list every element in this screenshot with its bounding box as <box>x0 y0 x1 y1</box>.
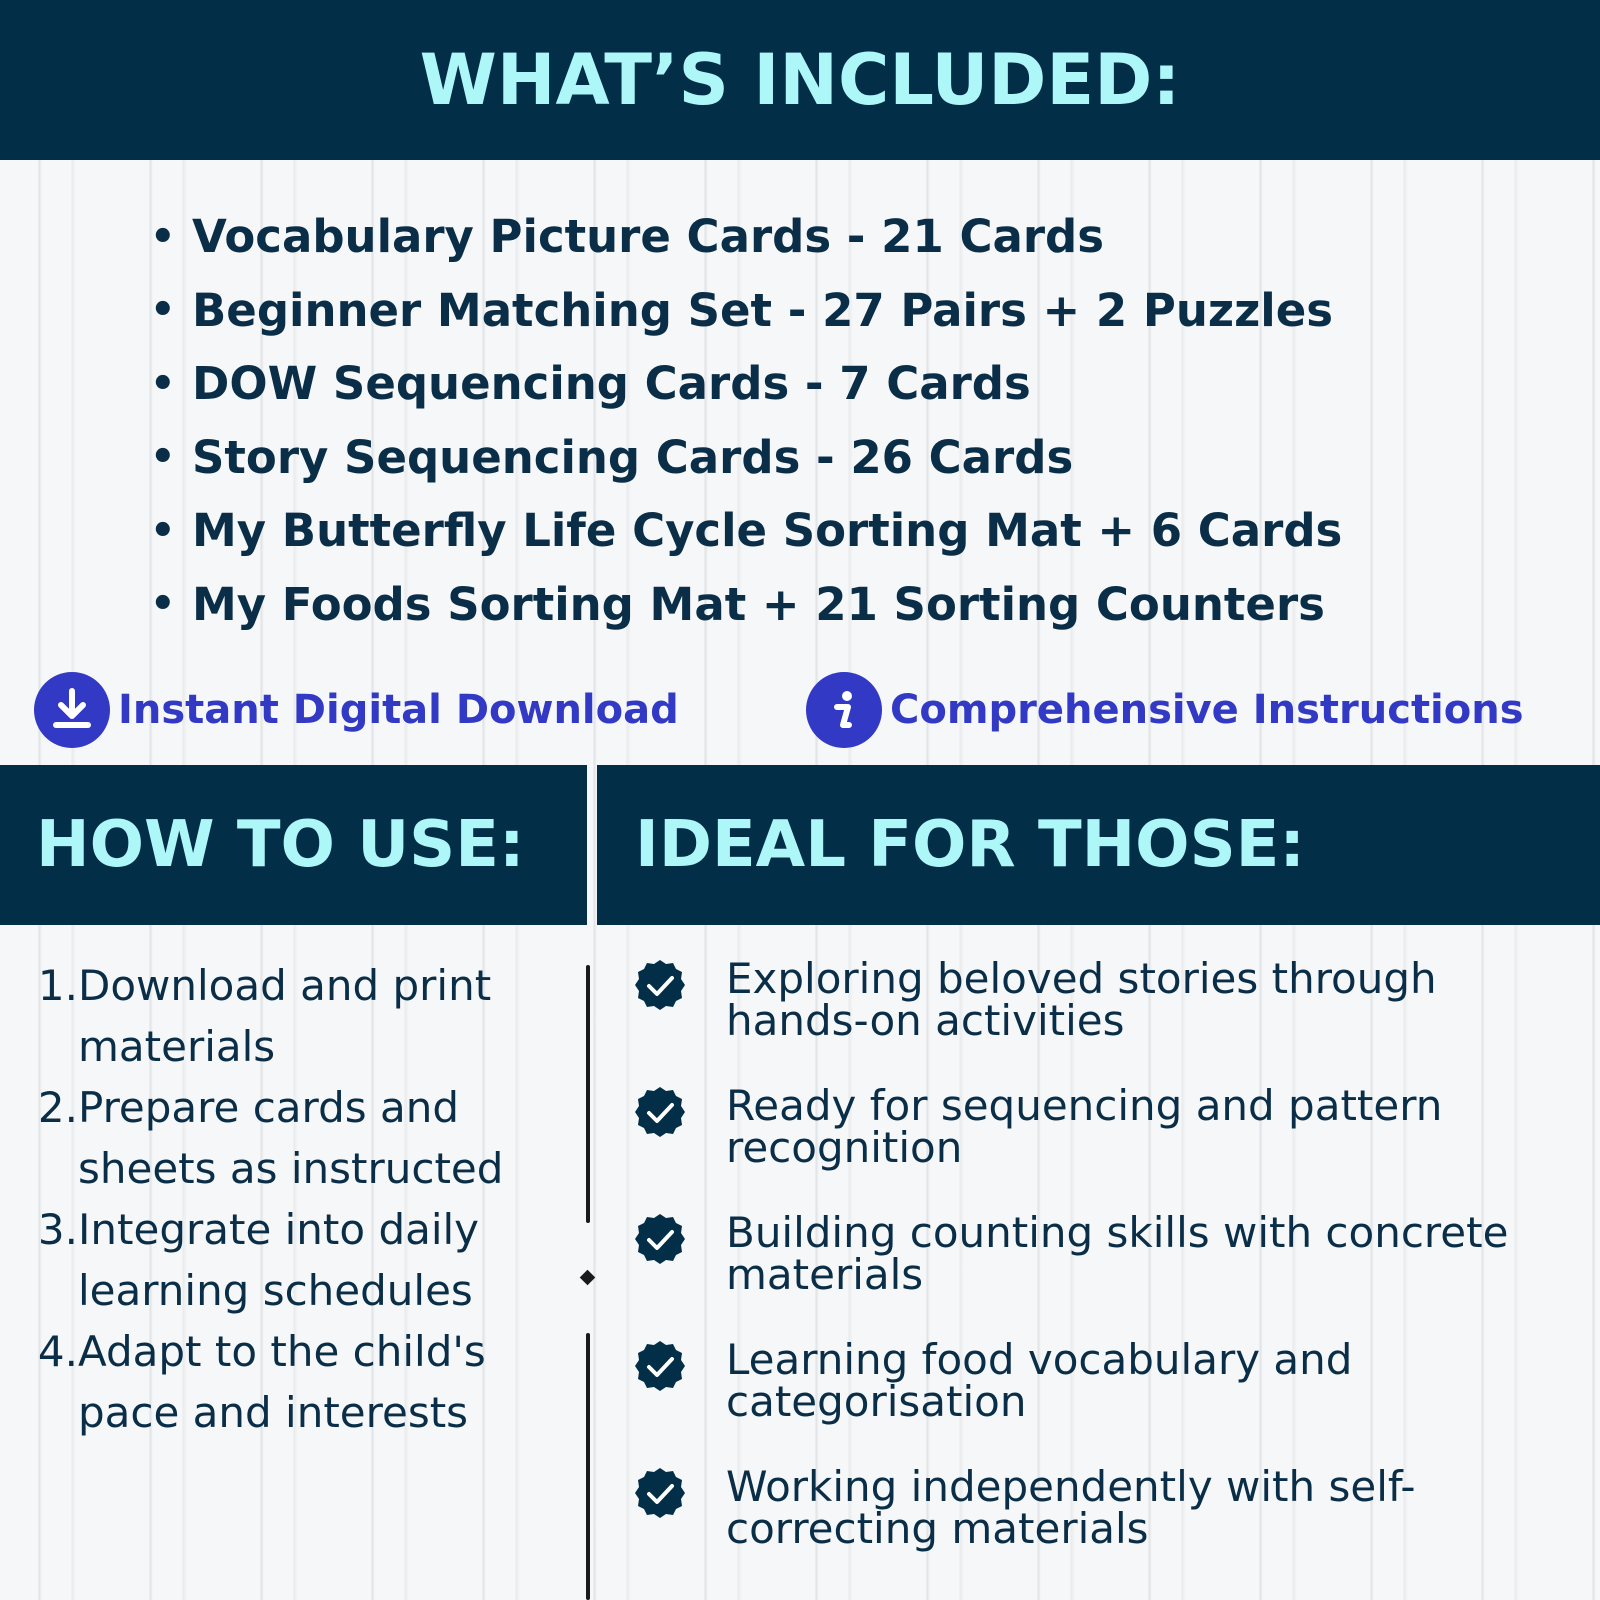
step-number: 2. <box>37 1083 78 1132</box>
list-item <box>150 421 1342 495</box>
column-divider <box>586 965 590 1223</box>
list-item <box>633 954 1516 1085</box>
list-item <box>633 1081 1516 1212</box>
list-item-text: My Butterfly Life Cycle Sorting Mat + 6 Cards <box>192 504 1343 558</box>
bullet-icon: • <box>150 287 176 334</box>
list-item-text: DOW Sequencing Cards - 7 Cards <box>192 357 1031 411</box>
list-item-text: Building counting skills with concrete materials <box>726 1208 1509 1299</box>
bullet-icon: • <box>150 434 176 481</box>
check-badge-icon <box>633 958 687 1012</box>
list-item-text: Working independently with self-correcting materials <box>726 1462 1416 1553</box>
comprehensive-instructions-feature <box>806 672 1524 748</box>
list-item-text: My Foods Sorting Mat + 21 Sorting Counters <box>192 577 1325 631</box>
info-icon <box>806 672 882 748</box>
bullet-icon: • <box>150 581 176 628</box>
whats-included-banner <box>0 0 1600 160</box>
step-item <box>28 1321 548 1443</box>
check-badge-icon <box>633 1466 687 1520</box>
list-item <box>150 568 1342 642</box>
check-badge-icon <box>633 1085 687 1139</box>
check-badge-icon <box>633 1212 687 1266</box>
comprehensive-instructions-label: Comprehensive Instructions <box>890 687 1524 733</box>
list-item <box>150 200 1342 274</box>
column-divider <box>586 1333 590 1600</box>
download-icon <box>34 672 110 748</box>
step-number: 3. <box>37 1205 78 1254</box>
step-text: Prepare cards and sheets as instructed <box>78 1083 504 1193</box>
step-item <box>28 1199 548 1321</box>
list-item <box>633 1335 1516 1466</box>
list-item <box>633 1208 1516 1339</box>
ideal-for-title: IDEAL FOR THOSE: <box>635 808 1305 882</box>
whats-included-title: WHAT’S INCLUDED: <box>419 39 1181 121</box>
check-badge-icon <box>633 1339 687 1393</box>
instant-download-label: Instant Digital Download <box>118 687 679 733</box>
included-list <box>150 200 1342 641</box>
step-item <box>28 1077 548 1199</box>
ideal-for-banner <box>597 765 1600 925</box>
ideal-for-list <box>633 954 1516 1593</box>
list-item-text: Ready for sequencing and pattern recognition <box>726 1081 1443 1172</box>
list-item <box>150 274 1342 348</box>
list-item-text: Learning food vocabulary and categorisation <box>726 1335 1353 1426</box>
bullet-icon: • <box>150 360 176 407</box>
step-text: Integrate into daily learning schedules <box>78 1205 480 1315</box>
step-text: Download and print materials <box>78 961 492 1071</box>
step-text: Adapt to the child's pace and interests <box>78 1327 486 1437</box>
list-item <box>633 1462 1516 1593</box>
list-item-text: Exploring beloved stories through hands-on activities <box>726 954 1437 1045</box>
list-item-text: Vocabulary Picture Cards - 21 Cards <box>192 210 1105 264</box>
list-item <box>150 347 1342 421</box>
list-item <box>150 494 1342 568</box>
how-to-use-list <box>28 955 548 1443</box>
step-item <box>28 955 548 1077</box>
how-to-use-title: HOW TO USE: <box>36 808 525 882</box>
how-to-use-banner <box>0 765 587 925</box>
list-item-text: Beginner Matching Set - 27 Pairs + 2 Puzzles <box>192 283 1334 337</box>
divider-diamond-icon <box>580 1270 596 1286</box>
bullet-icon: • <box>150 213 176 260</box>
list-item-text: Story Sequencing Cards - 26 Cards <box>192 430 1074 484</box>
step-number: 1. <box>37 961 78 1010</box>
bullet-icon: • <box>150 507 176 554</box>
step-number: 4. <box>37 1327 78 1376</box>
instant-download-feature <box>34 672 679 748</box>
